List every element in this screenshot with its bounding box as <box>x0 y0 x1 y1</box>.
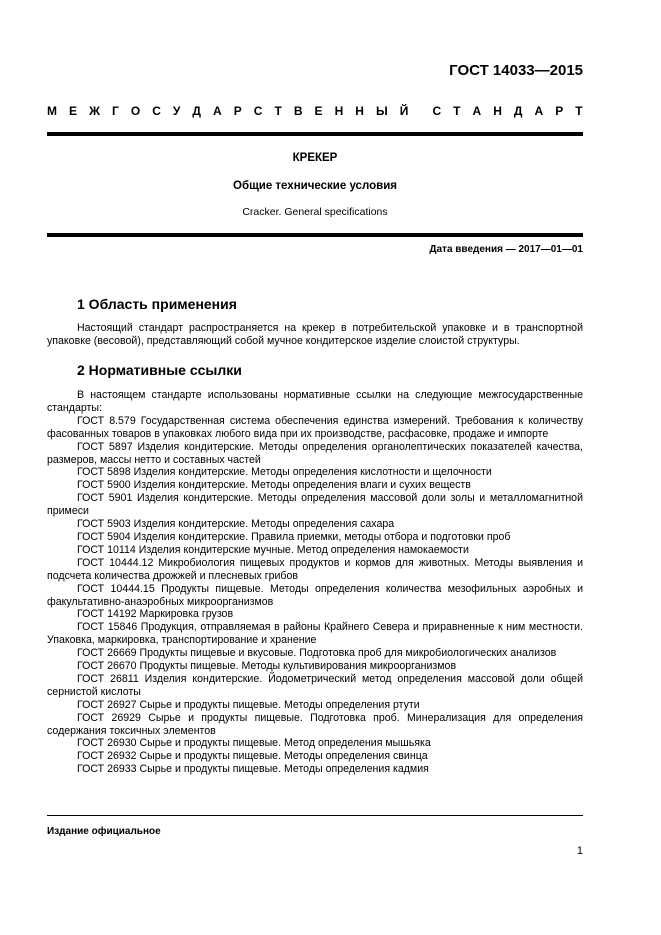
interstate-letter: О <box>130 104 141 118</box>
interstate-letter: У <box>172 104 181 118</box>
interstate-letter: Г <box>111 104 119 118</box>
interstate-letter: А <box>472 104 482 118</box>
interstate-letter: Т <box>453 104 461 118</box>
header-rule-bottom <box>47 233 583 237</box>
interstate-letter: А <box>534 104 544 118</box>
reference-item: ГОСТ 26933 Сырье и продукты пищевые. Методы определения кадмия <box>77 763 429 776</box>
reference-item: ГОСТ 8.579 Государственная система обеспечения единства измерений. Требования к количеству фасованных товаров в упаковках любого вида при их производстве, расфасовке, продаже и импорте <box>47 414 583 440</box>
reference-item: ГОСТ 26929 Сырье и продукты пищевые. Подготовка проб. Минерализация для определения содержания токсичных элементов <box>47 711 583 737</box>
references-intro: В настоящем стандарте использованы нормативные ссылки на следующие межгосударственные стандарты: <box>47 389 583 414</box>
reference-item: ГОСТ 5903 Изделия кондитерские. Методы определения сахара <box>77 518 395 531</box>
interstate-letter: Т <box>575 104 583 118</box>
reference-item: ГОСТ 5900 Изделия кондитерские. Методы определения влаги и сухих веществ <box>77 479 471 492</box>
interstate-letter: С <box>152 104 161 118</box>
interstate-letter: Й <box>399 104 409 118</box>
official-edition-label: Издание официальное <box>47 826 161 837</box>
reference-item: ГОСТ 26669 Продукты пищевые и вкусовые. Подготовка проб для микробиологических анализов <box>77 647 557 660</box>
interstate-letter: Н <box>493 104 502 118</box>
interstate-letter: М <box>47 104 57 118</box>
reference-item: ГОСТ 26927 Сырье и продукты пищевые. Методы определения ртути <box>77 698 420 711</box>
interstate-letter: Ж <box>89 104 100 118</box>
section-1-heading: 1 Область применения <box>77 296 237 312</box>
interstate-letter: Е <box>314 104 323 118</box>
footer-rule <box>47 815 583 816</box>
reference-item: ГОСТ 10114 Изделия кондитерские мучные. Метод определения намокаемости <box>77 543 469 556</box>
introduction-date: Дата введения — 2017—01—01 <box>429 244 583 255</box>
reference-item: ГОСТ 5898 Изделия кондитерские. Методы определения кислотности и щелочности <box>77 466 492 479</box>
document-title-english: Cracker. General specifications <box>242 206 388 218</box>
section-1-text: Настоящий стандарт распространяется на крекер в потребительской упаковке и в транспортной упаковке (весовой), представляющий собой мучное кондитерское изделие слоистой структуры. <box>47 322 583 348</box>
interstate-letter: В <box>293 104 303 118</box>
interstate-letter: Е <box>69 104 78 118</box>
interstate-letter: Д <box>192 104 201 118</box>
section-2-heading: 2 Нормативные ссылки <box>77 362 242 378</box>
interstate-standard-heading <box>47 104 583 118</box>
reference-item: ГОСТ 26670 Продукты пищевые. Методы культивирования микроорганизмов <box>77 660 457 673</box>
reference-item: ГОСТ 26811 Изделия кондитерские. Йодометрический метод определения массовой доли общей сернистой кислоты <box>47 672 583 698</box>
gost-number: ГОСТ 14033—2015 <box>449 62 583 79</box>
reference-item: ГОСТ 5901 Изделия кондитерские. Методы определения массовой доли золы и металломагнитной примеси <box>47 492 583 518</box>
interstate-letter: Н <box>334 104 344 118</box>
page-number: 1 <box>576 845 583 857</box>
reference-item: ГОСТ 5904 Изделия кондитерские. Правила приемки, методы отбора и подготовки проб <box>77 530 511 543</box>
interstate-letter: С <box>253 104 263 118</box>
document-title: КРЕКЕР <box>292 152 338 164</box>
reference-item: ГОСТ 10444.15 Продукты пищевые. Методы определения количества мезофильных аэробных и факультативно-анаэробных микроорганизмов <box>47 582 583 608</box>
interstate-letter: С <box>432 104 442 118</box>
reference-item: ГОСТ 10444.12 Микробиология пищевых продуктов и кормов для животных. Методы выявления и подсчета количества дрожжей и плесневых грибов <box>47 556 583 582</box>
interstate-letter: Д <box>513 104 523 118</box>
header-rule-top <box>47 132 583 136</box>
interstate-letter: Ы <box>375 104 388 118</box>
interstate-letter: Т <box>274 104 282 118</box>
document-subtitle: Общие технические условия <box>233 180 397 192</box>
reference-item: ГОСТ 5897 Изделия кондитерские. Методы определения органолептических показателей качества, размеров, массы нетто и составных частей <box>47 440 583 466</box>
reference-item: ГОСТ 15846 Продукция, отправляемая в районы Крайнего Севера и приравненные к ним местности. Упаковка, маркировка, транспортирование и хранение <box>47 621 583 647</box>
reference-item: ГОСТ 26932 Сырье и продукты пищевые. Методы определения свинца <box>77 750 428 763</box>
normative-references <box>47 389 583 776</box>
interstate-letter: А <box>212 104 222 118</box>
interstate-letter: Н <box>355 104 364 118</box>
reference-item: ГОСТ 26930 Сырье и продукты пищевые. Метод определения мышьяка <box>77 737 431 750</box>
interstate-letter: Р <box>233 104 242 118</box>
interstate-letter: Р <box>555 104 564 118</box>
reference-item: ГОСТ 14192 Маркировка грузов <box>77 608 234 621</box>
